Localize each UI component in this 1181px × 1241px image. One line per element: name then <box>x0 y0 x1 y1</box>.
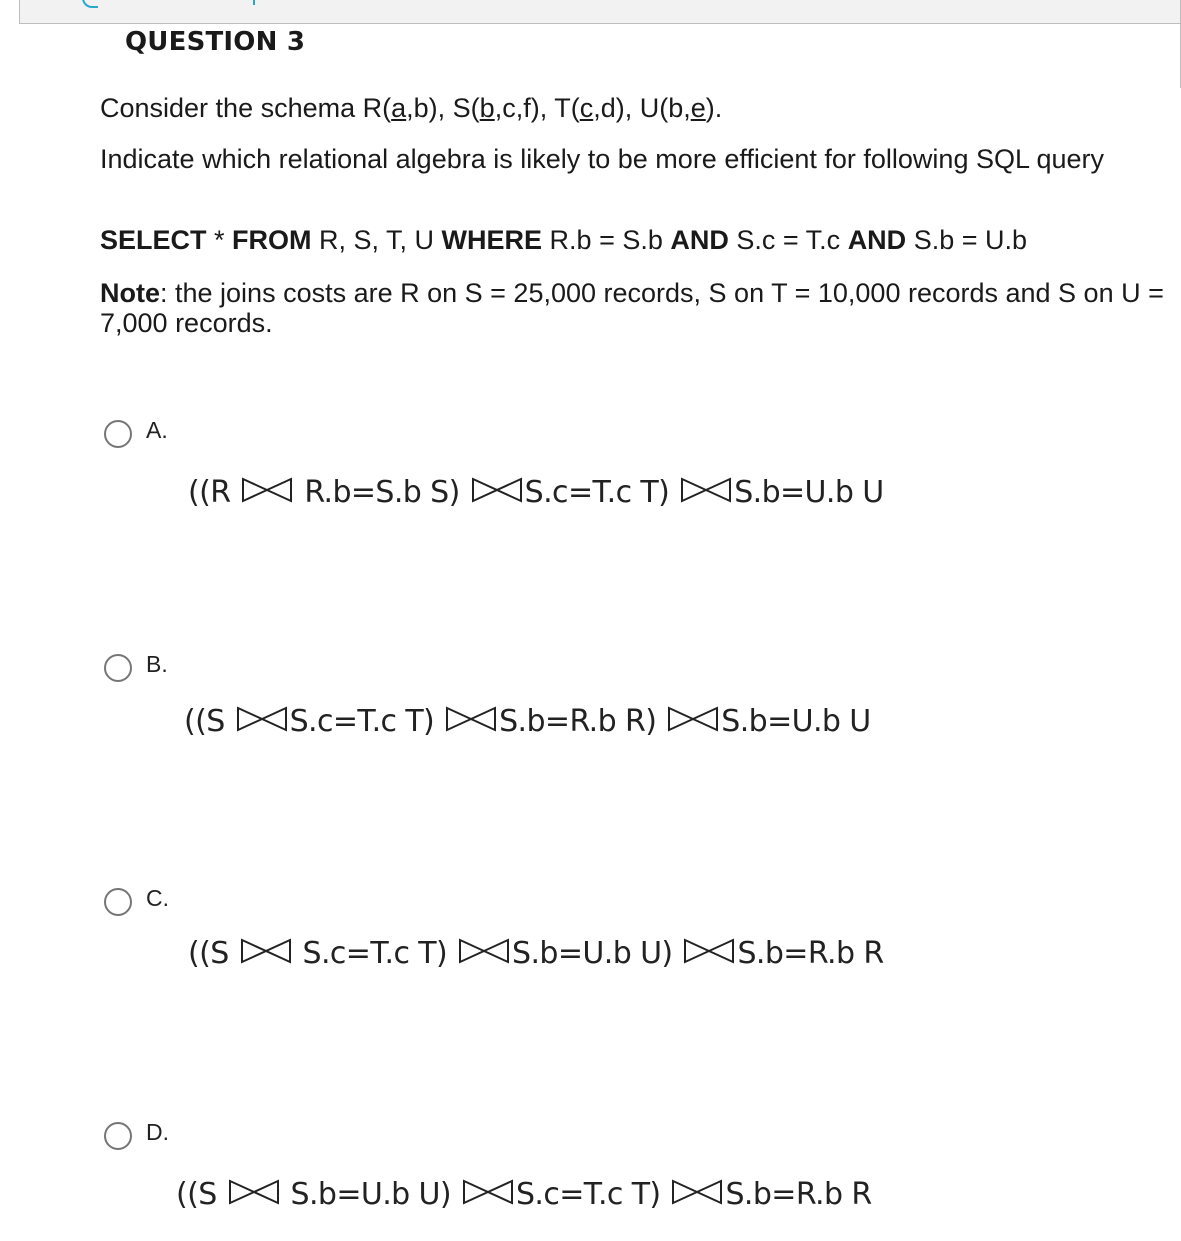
schema-r-rest: ,b), S( <box>406 93 480 123</box>
schema-t-key: c <box>579 93 594 123</box>
bowtie-icon <box>667 704 719 734</box>
bowtie-icon <box>462 1177 514 1207</box>
option-a-expression <box>188 475 884 510</box>
expr-part: S.b=U.b U <box>721 704 871 739</box>
schema-prefix: Consider the schema R( <box>100 93 392 123</box>
sql-keyword-and-2: AND <box>847 225 907 255</box>
option-c-expression <box>188 936 884 971</box>
radio-unchecked-icon[interactable] <box>104 1122 132 1150</box>
schema-u-key: e <box>690 93 706 123</box>
schema-s-rest: ,c,f), T( <box>494 93 580 123</box>
sql-star: * <box>206 225 233 255</box>
bowtie-icon <box>458 936 510 966</box>
bowtie-icon <box>445 704 497 734</box>
note-body: : the joins costs are R on S = 25,000 records, S on T = 10,000 records and S on U = 7,000 records. <box>100 278 1164 338</box>
sql-query <box>100 225 1170 255</box>
expr-part: S.c=T.c T) <box>524 475 679 510</box>
expr-part: S.b=U.b U) <box>512 936 682 971</box>
sql-keyword-select: SELECT <box>100 225 207 255</box>
expr-part: S.b=R.b R <box>725 1177 872 1212</box>
bowtie-icon <box>236 704 288 734</box>
bowtie-icon <box>471 475 523 505</box>
expr-part: S.c=T.c T) <box>515 1177 670 1212</box>
sql-condition-3: S.b = U.b <box>906 225 1028 255</box>
question-title: QUESTION 3 <box>125 27 306 57</box>
schema-r-key: a <box>391 93 407 123</box>
note-label: Note <box>100 278 160 308</box>
expr-part: R.b=S.b S) <box>295 475 469 510</box>
sql-condition-2: S.c = T.c <box>728 225 848 255</box>
bowtie-icon <box>683 936 735 966</box>
option-d-letter: D. <box>146 1119 169 1145</box>
bowtie-icon <box>240 936 292 966</box>
sql-keyword-from: FROM <box>232 225 312 255</box>
toolbar-accent-icon <box>82 0 98 8</box>
schema-t-rest: ,d), U(b, <box>593 93 691 123</box>
bowtie-icon <box>241 475 293 505</box>
expr-part: S.b=U.b U <box>734 475 884 510</box>
top-toolbar <box>19 0 1181 24</box>
option-c-letter: C. <box>146 885 169 911</box>
question-prompt: Indicate which relational algebra is likely to be more efficient for following SQL query <box>100 144 1105 174</box>
expr-part: S.b=R.b R) <box>499 704 666 739</box>
expr-part: S.b=R.b R <box>737 936 884 971</box>
bowtie-icon <box>680 475 732 505</box>
expr-part: S.b=U.b U) <box>281 1177 460 1212</box>
option-d-expression <box>176 1177 872 1212</box>
note-text <box>100 278 1170 338</box>
option-b-letter: B. <box>146 651 168 677</box>
option-b-expression <box>184 704 871 739</box>
toolbar-divider <box>253 0 255 5</box>
schema-s-key: b <box>479 93 495 123</box>
radio-unchecked-icon[interactable] <box>104 888 132 916</box>
bowtie-icon <box>671 1177 723 1207</box>
expr-part: S.c=T.c T) <box>289 704 444 739</box>
expr-part: ((R <box>188 475 240 510</box>
schema-suffix: ). <box>705 93 723 123</box>
sql-condition-1: R.b = S.b <box>542 225 671 255</box>
expr-part: ((S <box>184 704 234 739</box>
expr-part: S.c=T.c T) <box>293 936 457 971</box>
sql-tables: R, S, T, U <box>311 225 442 255</box>
radio-unchecked-icon[interactable] <box>104 654 132 682</box>
sql-keyword-and-1: AND <box>670 225 729 255</box>
expr-part: ((S <box>176 1177 226 1212</box>
expr-part: ((S <box>188 936 238 971</box>
radio-unchecked-icon[interactable] <box>104 420 132 448</box>
option-a-letter: A. <box>146 417 168 443</box>
sql-keyword-where: WHERE <box>441 225 543 255</box>
bowtie-icon <box>228 1177 280 1207</box>
schema-text <box>100 93 1170 123</box>
